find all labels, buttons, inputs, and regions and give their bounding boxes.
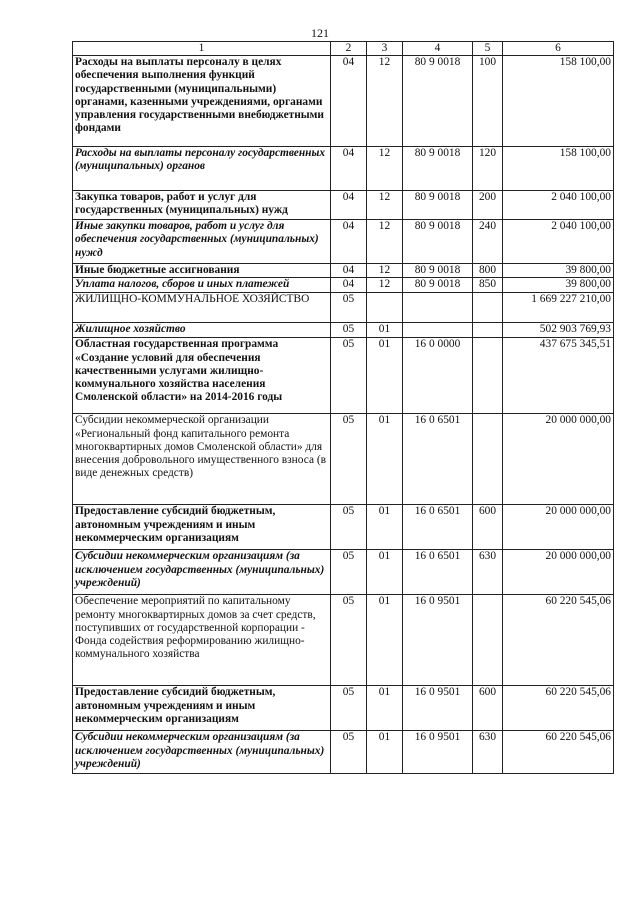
- row-subsection: 12: [367, 264, 403, 278]
- row-subsection: 01: [367, 323, 403, 338]
- row-section: 05: [331, 338, 367, 414]
- header-col-1: 1: [73, 42, 331, 56]
- header-col-4: 4: [403, 42, 473, 56]
- row-subsection: 01: [367, 686, 403, 731]
- table-row: [73, 56, 614, 147]
- row-expense-type: 240: [473, 220, 503, 264]
- row-article: 16 0 9501: [403, 595, 473, 686]
- row-name: Расходы на выплаты персоналу в целях обеспечения выполнения функций государственными (муниципальными) органами, казенными учреждениями, органами управления государственными внебюджетными фондами: [73, 56, 331, 147]
- row-section: 05: [331, 550, 367, 595]
- row-expense-type: [473, 323, 503, 338]
- row-article: 16 0 0000: [403, 338, 473, 414]
- table-row: [73, 191, 614, 220]
- table-row: [73, 595, 614, 686]
- row-name: Закупка товаров, работ и услуг для государственных (муниципальных) нужд: [73, 191, 331, 220]
- row-article: 80 9 0018: [403, 264, 473, 278]
- row-subsection: 12: [367, 220, 403, 264]
- row-amount: 1 669 227 210,00: [503, 293, 614, 323]
- row-name: Уплата налогов, сборов и иных платежей: [73, 278, 331, 293]
- row-name: Субсидии некоммерческим организациям (за исключением государственных (муниципальных) учреждений): [73, 550, 331, 595]
- row-amount: 20 000 000,00: [503, 505, 614, 550]
- header-col-3: 3: [367, 42, 403, 56]
- row-amount: 158 100,00: [503, 56, 614, 147]
- row-section: 04: [331, 147, 367, 191]
- row-name: Иные закупки товаров, работ и услуг для обеспечения государственных (муниципальных) нужд: [73, 220, 331, 264]
- row-expense-type: 630: [473, 731, 503, 774]
- row-subsection: [367, 293, 403, 323]
- row-section: 05: [331, 414, 367, 505]
- row-section: 05: [331, 293, 367, 323]
- row-name: Предоставление субсидий бюджетным, автономным учреждениям и иным некоммерческим организациям: [73, 505, 331, 550]
- row-amount: 60 220 545,06: [503, 595, 614, 686]
- row-subsection: 01: [367, 505, 403, 550]
- row-article: 80 9 0018: [403, 147, 473, 191]
- row-section: 04: [331, 278, 367, 293]
- table-header-row: [73, 42, 614, 56]
- row-name: Субсидии некоммерческой организации «Региональный фонд капитального ремонта многоквартирных домов Смоленской области» для внесения добровольного имущественного взноса (в виде денежных средств): [73, 414, 331, 505]
- row-name: Расходы на выплаты персоналу государственных (муниципальных) органов: [73, 147, 331, 191]
- row-name: Предоставление субсидий бюджетным, автономным учреждениям и иным некоммерческим организациям: [73, 686, 331, 731]
- row-article: 80 9 0018: [403, 56, 473, 147]
- row-subsection: 12: [367, 191, 403, 220]
- table-body: [73, 42, 614, 774]
- row-amount: 20 000 000,00: [503, 414, 614, 505]
- table-row: [73, 147, 614, 191]
- row-subsection: 01: [367, 550, 403, 595]
- row-amount: 2 040 100,00: [503, 220, 614, 264]
- row-section: 05: [331, 731, 367, 774]
- row-section: 05: [331, 505, 367, 550]
- row-expense-type: 120: [473, 147, 503, 191]
- page-number: 121: [311, 26, 329, 40]
- table-row: [73, 220, 614, 264]
- row-amount: 502 903 769,93: [503, 323, 614, 338]
- row-article: [403, 293, 473, 323]
- table-row: [73, 338, 614, 414]
- row-subsection: 12: [367, 278, 403, 293]
- row-expense-type: [473, 293, 503, 323]
- row-amount: 158 100,00: [503, 147, 614, 191]
- row-name: Субсидии некоммерческим организациям (за исключением государственных (муниципальных) учреждений): [73, 731, 331, 774]
- row-amount: 39 800,00: [503, 264, 614, 278]
- table-row: [73, 731, 614, 774]
- row-article: 80 9 0018: [403, 278, 473, 293]
- header-col-6: 6: [503, 42, 614, 56]
- row-article: 80 9 0018: [403, 220, 473, 264]
- row-name: Иные бюджетные ассигнования: [73, 264, 331, 278]
- row-article: 16 0 6501: [403, 505, 473, 550]
- row-subsection: 01: [367, 414, 403, 505]
- row-subsection: 01: [367, 338, 403, 414]
- row-section: 05: [331, 686, 367, 731]
- row-expense-type: 850: [473, 278, 503, 293]
- row-expense-type: 200: [473, 191, 503, 220]
- header-col-5: 5: [473, 42, 503, 56]
- row-section: 04: [331, 220, 367, 264]
- row-expense-type: [473, 595, 503, 686]
- row-section: 04: [331, 191, 367, 220]
- row-expense-type: [473, 414, 503, 505]
- budget-table: [72, 41, 614, 774]
- row-subsection: 12: [367, 147, 403, 191]
- table-row: [73, 414, 614, 505]
- row-amount: 2 040 100,00: [503, 191, 614, 220]
- row-subsection: 12: [367, 56, 403, 147]
- table-row: [73, 278, 614, 293]
- row-amount: 20 000 000,00: [503, 550, 614, 595]
- row-name: Жилищное хозяйство: [73, 323, 331, 338]
- row-subsection: 01: [367, 731, 403, 774]
- row-expense-type: [473, 338, 503, 414]
- row-expense-type: 600: [473, 505, 503, 550]
- row-amount: 39 800,00: [503, 278, 614, 293]
- row-expense-type: 630: [473, 550, 503, 595]
- table-row: [73, 323, 614, 338]
- row-section: 05: [331, 595, 367, 686]
- row-amount: 437 675 345,51: [503, 338, 614, 414]
- table-row: [73, 686, 614, 731]
- table-row: [73, 293, 614, 323]
- row-article: 16 0 6501: [403, 414, 473, 505]
- row-name: ЖИЛИЩНО-КОММУНАЛЬНОЕ ХОЗЯЙСТВО: [73, 293, 331, 323]
- row-name: Областная государственная программа «Создание условий для обеспечения качественными услугами жилищно-коммунального хозяйства населения Смоленской области» на 2014-2016 годы: [73, 338, 331, 414]
- row-amount: 60 220 545,06: [503, 731, 614, 774]
- row-article: 80 9 0018: [403, 191, 473, 220]
- table-row: [73, 550, 614, 595]
- table-row: [73, 505, 614, 550]
- row-name: Обеспечение мероприятий по капитальному ремонту многоквартирных домов за счет средств, поступивших от государственной корпорации - Фонда содействия реформированию жилищно-коммунального хозяйства: [73, 595, 331, 686]
- row-article: 16 0 9501: [403, 731, 473, 774]
- row-article: 16 0 6501: [403, 550, 473, 595]
- row-section: 05: [331, 323, 367, 338]
- row-expense-type: 100: [473, 56, 503, 147]
- row-article: [403, 323, 473, 338]
- row-amount: 60 220 545,06: [503, 686, 614, 731]
- table-row: [73, 264, 614, 278]
- row-subsection: 01: [367, 595, 403, 686]
- row-expense-type: 800: [473, 264, 503, 278]
- row-article: 16 0 9501: [403, 686, 473, 731]
- row-section: 04: [331, 56, 367, 147]
- row-expense-type: 600: [473, 686, 503, 731]
- header-col-2: 2: [331, 42, 367, 56]
- row-section: 04: [331, 264, 367, 278]
